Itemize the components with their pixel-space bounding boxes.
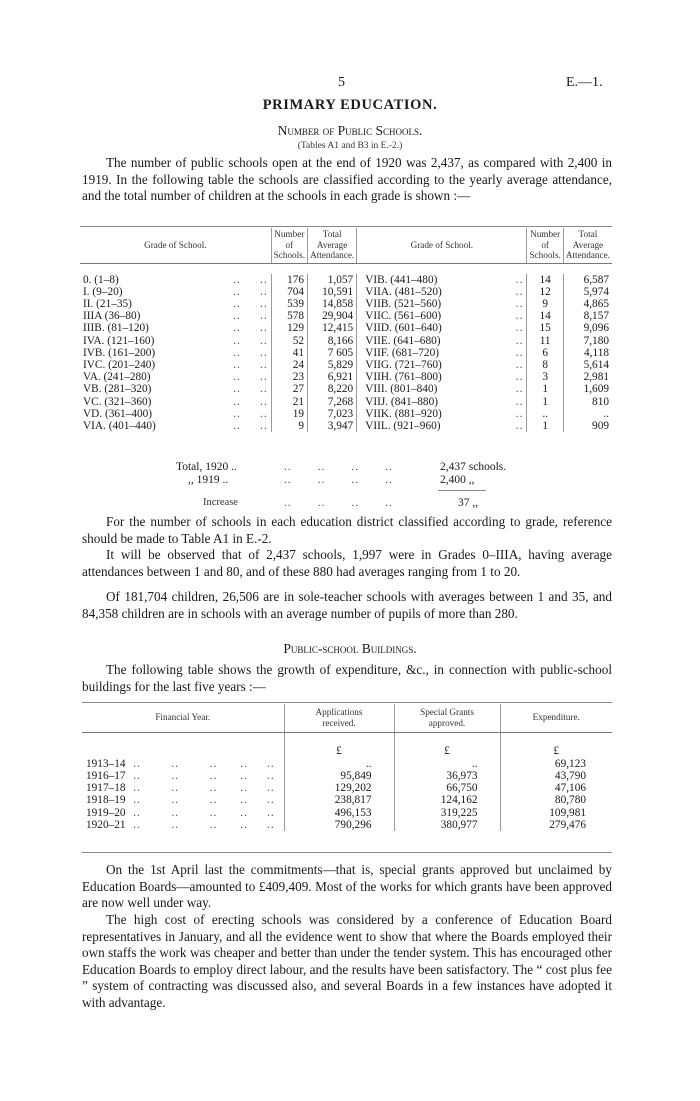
grade-cell: 0. (1–8) [83, 273, 119, 286]
leader-dots: .. [515, 334, 524, 347]
schools-count-cell: 578 [271, 310, 307, 322]
leader-dots: .. [515, 371, 524, 384]
grade-cell: I. (9–20) [83, 285, 123, 298]
applications-cell: .. [284, 758, 394, 770]
table-row [80, 347, 612, 359]
leader-dots: .. .. .. .. .. [125, 769, 275, 782]
attendance-cell: 7,268 [308, 396, 357, 408]
attendance-cell: 10,591 [308, 286, 357, 298]
leader-dots: .. .. [233, 395, 268, 408]
table-row [80, 274, 612, 286]
total-1919-label: ,, 1919 .. [188, 474, 229, 486]
table-row [82, 782, 612, 794]
financial-year-cell: 1913–14 .. .. .. .. .. [86, 757, 275, 770]
schools-count-cell: 27 [271, 383, 307, 395]
leader-dots: .. [515, 407, 524, 420]
number-column-header-left: Number of Schools. [271, 228, 307, 263]
table-row [82, 819, 612, 831]
special-grants-cell: 66,750 [394, 782, 500, 794]
table-row [80, 396, 612, 408]
schools-count-cell: 1 [527, 420, 563, 432]
applications-cell: 790,296 [284, 819, 394, 831]
leader-dots: .. [515, 383, 524, 396]
leader-dots: .. .. [233, 346, 268, 359]
schools-count-cell: 19 [271, 408, 307, 420]
attendance-cell: 9,096 [563, 322, 612, 334]
table-row [82, 770, 612, 782]
grade-column-header-right: Grade of School. [357, 228, 527, 263]
special-grants-cell: .. [394, 758, 500, 770]
leader-dots: .. [515, 358, 524, 371]
expenditure-cell: 279,476 [500, 819, 612, 831]
grade-cell: VIIK. (881–920) [357, 408, 502, 420]
grade-cell: VIIA. (481–520) [357, 286, 502, 298]
grade-cell: VIIG. (721–760) [357, 359, 502, 371]
schools-count-cell: 6 [527, 347, 563, 359]
attendance-cell: 909 [563, 420, 612, 432]
schools-count-cell: 3 [527, 371, 563, 383]
grade-cell: IVA. (121–160) [83, 334, 155, 347]
leader-dots: .. [515, 419, 524, 432]
attendance-cell: 5,829 [308, 359, 357, 371]
table-row [82, 794, 612, 806]
grade-cell: II. (21–35) [83, 297, 132, 310]
schools-count-cell: 23 [271, 371, 307, 383]
grade-column-header-left: Grade of School. [80, 228, 271, 263]
attendance-cell: 8,157 [563, 310, 612, 322]
leader-dots: .. [515, 346, 524, 359]
grade-cell: VIIL. (921–960) [357, 420, 502, 432]
applications-cell: 496,153 [284, 807, 394, 819]
table-row [82, 807, 612, 819]
leader-dots: .. [515, 322, 524, 335]
schools-count-cell: 52 [271, 335, 307, 347]
grade-cell: IVB. (161–200) [83, 346, 156, 359]
table-row [80, 383, 612, 395]
schools-count-cell: 704 [271, 286, 307, 298]
attendance-cell: 14,858 [308, 298, 357, 310]
grade-cell: VC. (321–360) [83, 395, 152, 408]
special-grants-cell: 124,162 [394, 794, 500, 806]
body-paragraph: On the 1st April last the commitments—that is, special grants approved but unclaimed by Education Boards—amounted to £409,409. Most of the works for which grants have been approved are now well under way. [82, 862, 612, 910]
leader-dots: .. .. [233, 371, 268, 384]
attendance-cell: 7,023 [308, 408, 357, 420]
total-1920-label: Total, 1920 .. [176, 461, 237, 473]
grade-cell: VIA. (401–440) [83, 419, 156, 432]
attendance-column-header-left: Total Average Attendance. [308, 228, 357, 263]
section-heading-buildings: Public-school Buildings. [283, 641, 417, 656]
increase-label: Increase [203, 497, 238, 508]
schools-count-cell: 539 [271, 298, 307, 310]
leader-dots: .. .. .. .. .. [125, 819, 275, 832]
currency-label: £ [500, 745, 612, 757]
schools-count-cell: 24 [271, 359, 307, 371]
tables-reference-note: (Tables A1 and B3 in E.-2.) [297, 141, 403, 151]
leader-dots: .. .. [233, 285, 268, 298]
attendance-cell: 1,057 [308, 274, 357, 286]
expenditure-cell: 69,123 [500, 758, 612, 770]
leader-dots: .. .. [233, 407, 268, 420]
schools-count-cell: 14 [527, 310, 563, 322]
table-row [80, 371, 612, 383]
grade-cell: IVC. (201–240) [83, 358, 156, 371]
leader-dots: .. .. [233, 273, 268, 286]
body-paragraph: For the number of schools in each education district classified according to grade, reference should be made to Table A1 in E.-2. [82, 514, 612, 546]
schools-count-cell: 41 [271, 347, 307, 359]
leader-dots: .. [515, 310, 524, 323]
grade-cell: VB. (281–320) [83, 383, 152, 396]
schools-count-cell: 1 [527, 396, 563, 408]
grade-cell: VIIF. (681–720) [357, 347, 502, 359]
total-dots: .. .. .. .. [284, 461, 393, 473]
buildings-intro-paragraph: The following table shows the growth of expenditure, &c., in connection with public-school buildings for the last five years :— [82, 662, 612, 694]
grade-cell: VA. (241–280) [83, 371, 151, 384]
leader-dots: .. .. .. .. .. [125, 757, 275, 770]
attendance-cell: 2,981 [563, 371, 612, 383]
grade-cell: IIIB. (81–120) [83, 322, 149, 335]
school-buildings-expenditure-table [82, 704, 612, 831]
leader-dots: .. .. .. .. .. [125, 794, 275, 807]
grade-cell: VIB. (441–480) [357, 274, 502, 286]
leader-dots: .. [515, 273, 524, 286]
grade-cell: VIIJ. (841–880) [357, 396, 502, 408]
financial-year-cell: 1919–20 .. .. .. .. .. [86, 806, 275, 819]
leader-dots: .. .. [233, 419, 268, 432]
attendance-cell: 5,974 [563, 286, 612, 298]
attendance-cell: 29,904 [308, 310, 357, 322]
table-row [80, 420, 612, 432]
attendance-cell: 7,180 [563, 335, 612, 347]
attendance-cell: 6,587 [563, 274, 612, 286]
schools-count-cell: 8 [527, 359, 563, 371]
applications-cell: 95,849 [284, 770, 394, 782]
section-heading-public-schools: Number of Public Schools. [277, 123, 423, 138]
financial-year-cell: 1920–21 .. .. .. .. .. [86, 819, 275, 832]
applications-cell: 129,202 [284, 782, 394, 794]
grade-cell: VIID. (601–640) [357, 322, 502, 334]
leader-dots: .. .. [233, 297, 268, 310]
attendance-cell: 12,415 [308, 322, 357, 334]
total-1919-value: 2,400 ,, [440, 474, 475, 486]
attendance-cell: 7 605 [308, 347, 357, 359]
leader-dots: .. .. [233, 383, 268, 396]
grade-cell: VD. (361–400) [83, 407, 153, 420]
table-row [80, 359, 612, 371]
attendance-cell: 4,865 [563, 298, 612, 310]
grade-cell: VIII. (801–840) [357, 383, 502, 395]
grade-cell: VIIH. (761–800) [357, 371, 502, 383]
table-row [82, 758, 612, 770]
schools-count-cell: 11 [527, 335, 563, 347]
grade-cell: VIIB. (521–560) [357, 298, 502, 310]
schools-count-cell: 14 [527, 274, 563, 286]
special-grants-header: Special Grants approved. [394, 704, 500, 733]
expenditure-cell: 47,106 [500, 782, 612, 794]
expenditure-cell: 80,780 [500, 794, 612, 806]
special-grants-cell: 319,225 [394, 807, 500, 819]
financial-year-cell: 1916–17 .. .. .. .. .. [86, 769, 275, 782]
table-row [80, 310, 612, 322]
page-title: PRIMARY EDUCATION. [262, 97, 438, 113]
leader-dots: .. .. [233, 310, 268, 323]
schools-by-grade-table [80, 228, 612, 432]
increase-value: 37 ,, [458, 497, 479, 509]
applications-cell: 238,817 [284, 794, 394, 806]
schools-count-cell: .. [527, 408, 563, 420]
expenditure-cell: 109,981 [500, 807, 612, 819]
schools-count-cell: 9 [527, 298, 563, 310]
attendance-cell: 1,609 [563, 383, 612, 395]
attendance-cell: 4,118 [563, 347, 612, 359]
schools-count-cell: 9 [271, 420, 307, 432]
leader-dots: .. [515, 297, 524, 310]
attendance-cell: 5,614 [563, 359, 612, 371]
grade-cell: VIIE. (641–680) [357, 335, 502, 347]
attendance-cell: 8,166 [308, 335, 357, 347]
table-row [80, 298, 612, 310]
number-column-header-right: Number of Schools. [527, 228, 563, 263]
total-dots: .. .. .. .. [284, 474, 393, 486]
attendance-column-header-right: Total Average Attendance. [563, 228, 612, 263]
table-row [80, 322, 612, 334]
leader-dots: .. .. [233, 334, 268, 347]
attendance-cell: 8,220 [308, 383, 357, 395]
table-row [80, 286, 612, 298]
page-number: 5 [338, 75, 345, 90]
schools-count-cell: 21 [271, 396, 307, 408]
document-reference: E.—1. [566, 75, 603, 90]
body-paragraph: It will be observed that of 2,437 schools, 1,997 were in Grades 0–IIIA, having average attendances between 1 and 80, and of these 880 had averages ranging from 1 to 20. [82, 547, 612, 579]
leader-dots: .. [515, 395, 524, 408]
attendance-cell: 3,947 [308, 420, 357, 432]
leader-dots: .. .. .. .. .. [125, 782, 275, 795]
table-row [80, 335, 612, 347]
leader-dots: .. .. [233, 358, 268, 371]
table-row [80, 408, 612, 420]
currency-label: £ [394, 745, 500, 757]
total-1920-value: 2,437 schools. [440, 461, 507, 473]
schools-count-cell: 129 [271, 322, 307, 334]
schools-count-cell: 1 [527, 383, 563, 395]
special-grants-cell: 380,977 [394, 819, 500, 831]
grade-cell: VIIC. (561–600) [357, 310, 502, 322]
total-dots: .. .. .. .. [284, 497, 393, 509]
expenditure-cell: 43,790 [500, 770, 612, 782]
body-paragraph: The high cost of erecting schools was considered by a conference of Education Board representatives in January, and all the evidence went to show that where the Boards employed their own staffs the work was cheaper and better than under the tender system. This has encouraged other Education Boards to employ direct labour, and the results have been satisfactory. The “ cost plus fee ” system of contracting was discussed also, and several Boards in a few instances have adopted it with advantage. [82, 912, 612, 1010]
financial-year-cell: 1918–19 .. .. .. .. .. [86, 794, 275, 807]
body-paragraph: Of 181,704 children, 26,506 are in sole-teacher schools with averages between 1 and 35, and 84,358 children are in schools with an average number of pupils of more than 280. [82, 589, 612, 621]
schools-count-cell: 15 [527, 322, 563, 334]
leader-dots: .. .. [233, 322, 268, 335]
expenditure-header: Expenditure. [500, 704, 612, 733]
schools-count-cell: 12 [527, 286, 563, 298]
currency-label: £ [284, 745, 394, 757]
leader-dots: .. .. .. .. .. [125, 806, 275, 819]
schools-count-cell: 176 [271, 274, 307, 286]
financial-year-header: Financial Year. [82, 704, 284, 733]
attendance-cell: 810 [563, 396, 612, 408]
grade-cell: IIIA (36–80) [83, 310, 141, 323]
financial-year-cell: 1917–18 .. .. .. .. .. [86, 782, 275, 795]
applications-header: Applications received. [284, 704, 394, 733]
special-grants-cell: 36,973 [394, 770, 500, 782]
attendance-cell: 6,921 [308, 371, 357, 383]
intro-paragraph: The number of public schools open at the end of 1920 was 2,437, as compared with 2,400 in 1919. In the following table the schools are classified according to the yearly average attendance, and the total number of children at the schools in each grade is shown :— [82, 155, 612, 203]
leader-dots: .. [515, 285, 524, 298]
attendance-cell: .. [563, 408, 612, 420]
